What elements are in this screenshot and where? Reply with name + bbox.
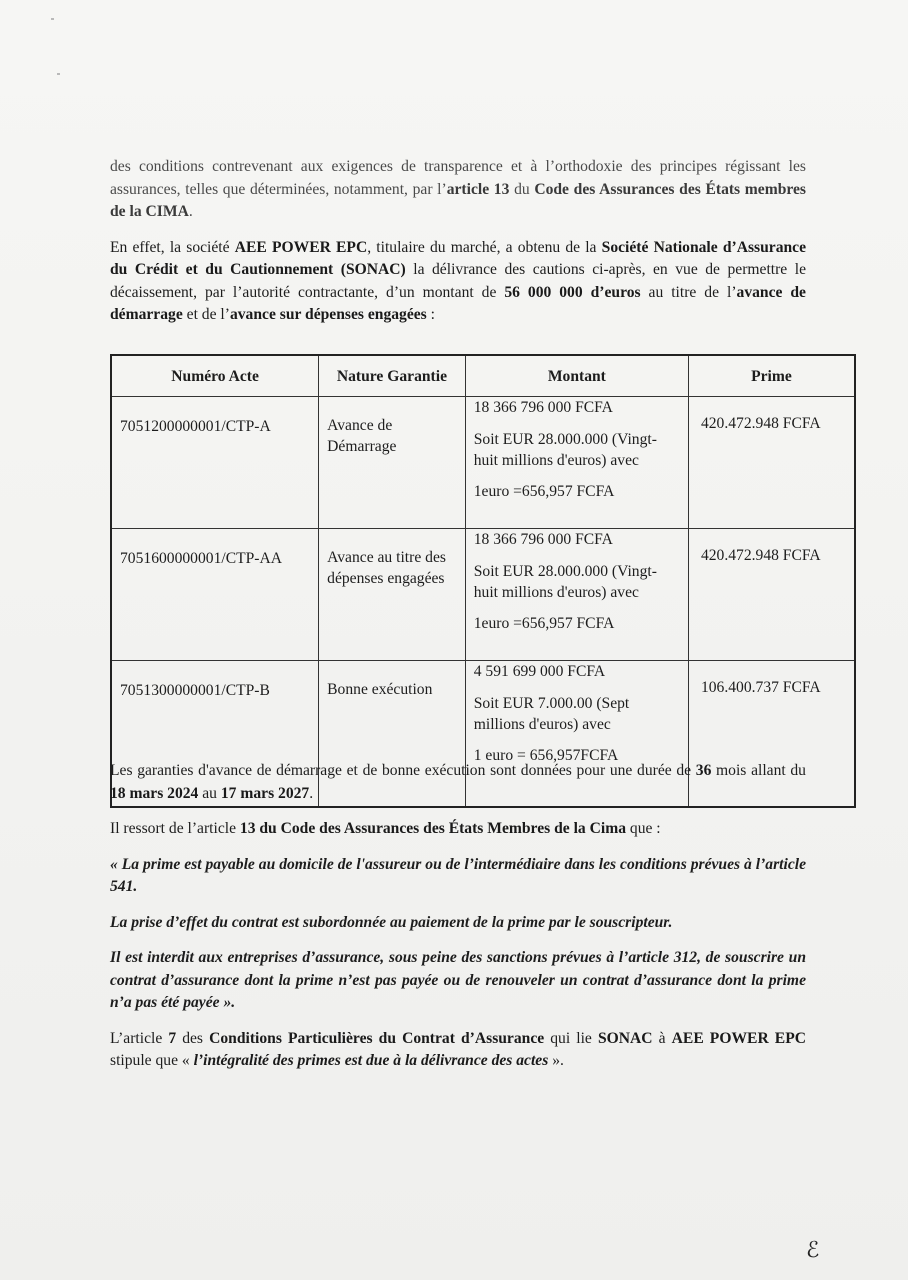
exchange-rate: 1euro =656,957 FCFA <box>473 615 615 632</box>
amount-eur: Soit EUR 28.000.000 (Vingt-huit millions d'euros) avec <box>473 563 657 601</box>
table-row <box>111 529 855 661</box>
amount-eur: Soit EUR 28.000.000 (Vingt-huit millions d'euros) avec <box>473 431 657 469</box>
upper-text <box>110 156 806 327</box>
cell-acte: 7051300000001/CTP-B <box>111 661 319 808</box>
quote-interdiction: Il est interdit aux entreprises d’assurance, sous peine des sanctions prévues à l’article 312, de souscrire un contrat d’assurance dont la prime n’est pas payée ou de renouveler un contrat d’assurance dont la prime n’a pas été payée ». <box>110 949 806 1011</box>
cell-acte: 7051200000001/CTP-A <box>111 397 319 529</box>
cell-acte: 7051600000001/CTP-AA <box>111 529 319 661</box>
amount-fcfa: 4 591 699 000 FCFA <box>473 663 606 680</box>
paragraph-duration: Les garanties d'avance de démarrage et de bonne exécution sont données pour une durée de 36 mois allant du 18 mars 2024 au 17 mars 2027. <box>110 762 806 802</box>
header-prime: Prime <box>688 355 855 397</box>
paragraph-intro: En effet, la société AEE POWER EPC, titulaire du marché, a obtenu de la Société Nationale d’Assurance du Crédit et du Cautionnement (SONAC) la délivrance des cautions ci-après, en vue de permettre le décaissement, par l’autorité contractante, d’un montant de 56 000 000 d’euros au titre de l’avance de démarrage et de l’avance sur dépenses engagées : <box>110 238 806 323</box>
header-montant: Montant <box>465 355 688 397</box>
quote-prime-payable: « La prime est payable au domicile de l'assureur ou de l’intermédiaire dans les conditions prévues à l’article 541. <box>110 855 806 895</box>
scan-speck <box>57 73 60 75</box>
amount-fcfa: 18 366 796 000 FCFA <box>473 531 613 548</box>
cell-nature: Avance au titre des dépenses engagées <box>319 529 466 661</box>
paragraph-article-13: Il ressort de l’article 13 du Code des Assurances des États Membres de la Cima que : <box>110 820 661 837</box>
amount-fcfa: 18 366 796 000 FCFA <box>473 399 613 416</box>
guarantees-table <box>110 354 856 808</box>
page-number: ℰ <box>806 1238 820 1263</box>
cell-nature: Bonne exécution <box>319 661 466 808</box>
paragraph-conditions: des conditions contrevenant aux exigences de transparence et à l’orthodoxie des principes régissant les assurances, telles que déterminées, notamment, par l’article 13 du Code des Assurances des États membres de la CIMA. <box>110 158 806 220</box>
table-header-row <box>111 355 855 397</box>
cell-montant <box>465 529 688 661</box>
quote-prise-effet: La prise d’effet du contrat est subordonnée au paiement de la prime par le souscripteur. <box>110 913 673 931</box>
cell-montant <box>465 397 688 529</box>
cell-nature: Avance de Démarrage <box>319 397 466 529</box>
cell-prime: 420.472.948 FCFA <box>688 397 855 529</box>
cell-prime: 106.400.737 FCFA <box>688 661 855 808</box>
header-nature-garantie: Nature Garantie <box>319 355 466 397</box>
scan-speck <box>51 18 54 20</box>
cell-prime: 420.472.948 FCFA <box>688 529 855 661</box>
amount-eur: Soit EUR 7.000.00 (Sept millions d'euros) avec <box>473 695 630 733</box>
lower-text <box>110 760 806 1086</box>
table-row <box>111 397 855 529</box>
header-numero-acte: Numéro Acte <box>111 355 319 397</box>
paragraph-article-7: L’article 7 des Conditions Particulières du Contrat d’Assurance qui lie SONAC à AEE POWER EPC stipule que « l’intégralité des primes est due à la délivrance des actes ». <box>110 1029 806 1069</box>
exchange-rate: 1 euro = 656,957FCFA <box>473 747 619 764</box>
exchange-rate: 1euro =656,957 FCFA <box>473 483 615 500</box>
